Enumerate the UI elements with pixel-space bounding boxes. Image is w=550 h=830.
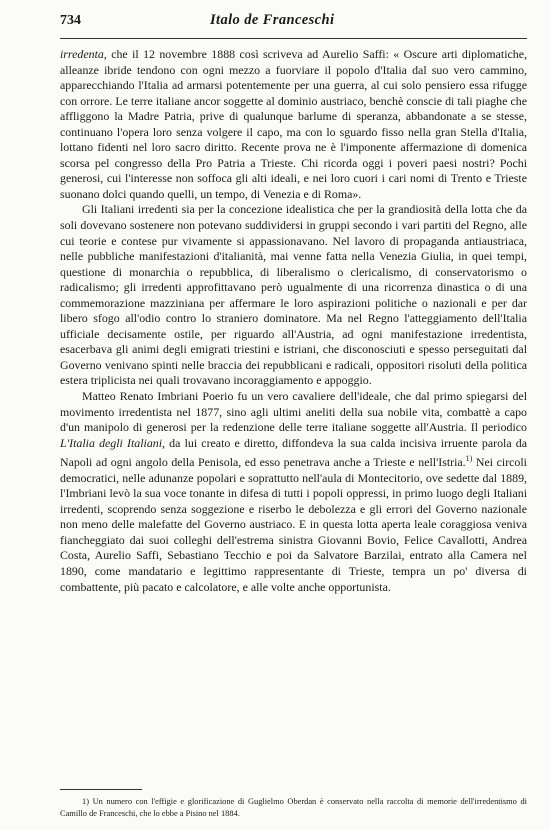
paragraph-2 [60,202,527,389]
running-title: Italo de Franceschi [210,12,335,28]
footnote-divider [60,789,142,790]
footnote-reference: 1) [465,454,473,464]
paragraph-text: Nei circoli democratici, nelle adunanze popolari e soprattutto nell'aula di Montecitorio, ove sedette dal 1889, l'Imbriani levò la sua voce tonante in difesa di tutti i popoli oppressi, in primo luogo degli Italiani irredenti, scoprendo senza soggezione e riserbo le debolezza e gli errori del Governo nazionale non meno delle malefatte del Governo austriaco. E in questa lotta aperta leale coraggiosa veniva fiancheggiato dai suoi colleghi dell'estrema sinistra Giovanni Bovio, Felice Cavallotti, Andrea Costa, Aurelio Saffi, Sebastiano Tecchio e poi da Salvatore Barzilai, entrato alla Camera nel 1890, come mandatario e legittimo rappresentante di Trieste, tempra un po' diversa di combattente, più pacato e calcolatore, e alle volte anche opportunista. [60,455,527,594]
paragraph-1 [60,47,527,202]
body-text [60,47,527,595]
paragraph-3 [60,389,527,595]
page-number: 734 [60,13,81,28]
footnote [60,796,527,820]
paragraph-text: che il 12 novembre 1888 così scriveva ad Aurelio Saffi: « Oscure arti diplomatiche, alleanze ibride tendono con ogni mezzo a fuorviare il popolo d'Italia dal suo vero cammino, apparecchiando l'Italia ad armarsi potentemente per una guerra, al cui solo pensiero essa rifugge con orrore. Le terre italiane ancor soggette al dominio austriaco, benchè conscie di tali piaghe che affliggono la Madre Patria, prive di qualunque barlume di speranza, abbandonate a se stesse, continuano l'opera loro senza volgere il capo, ma con lo sguardo fisso nella gran Stella d'Italia, lottano fidenti nel loro sacro diritto. Recente prova ne è l'imponente affermazione di domenica scorsa pel congresso della Pro Patria a Trieste. Chi ricorda oggi i poveri paesi nostri? Pochi generosi, cui l'interesse non soffoca gli alti ideali, e nei loro cuori i cari nomi di Trento e Trieste suonano dolci quando quelli, un tempo, di Venezia e di Roma». [60,47,527,201]
periodical-title: L'Italia degli Italiani, [60,435,166,450]
paragraph-text: da lui creato e diretto, diffondeva la sua calda incisiva irruente parola da Napoli ad ogni angolo della Penisola, ed esso penetrava anche a Trieste e nell'Istria. [60,435,527,470]
footnote-body [60,796,527,820]
italic-lead-word: irredenta, [60,47,107,61]
footnote-marker: 1) [82,797,89,806]
footnote-text: Un numero con l'effigie e glorificazione di Guglielmo Oberdan è conservato nella raccolta di memorie dell'irredentismo di Camillo de Franceschi, che lo ebbe a Pisino nel 1884. [60,797,527,818]
paragraph-text: Matteo Renato Imbriani Poerio fu un vero cavaliere dell'ideale, che dal primo spiegarsi del movimento irredentista nel 1877, sino agli ultimi aneliti della sua nobile vita, combattè a capo d'un manipolo di generosi per la redenzione delle terre italiane soggette all'Austria. Il periodico [60,389,527,435]
page-header [60,12,527,39]
paragraph-text: Gli Italiani irredenti sia per la concezione idealistica che per la grandiosità della lotta che da soli dovevano sostenere non potevano suddividersi in gruppi secondo i vari partiti del Regno, alle cui teorie e contese pur vivamente si appassionavano. Nel lavoro di propaganda antiaustriaca, nelle pubbliche manifestazioni d'italianità, mai venne fatta nella Venezia Giulia, in quei tempi, questione di monarchia o repubblica, di liberalismo o clericalismo, di conservatorismo o radicalismo; gli irredenti approfittavano però ugualmente di una ricorrenza dinastica o di una commemorazione mazziniana per affermare le loro aspirazioni politiche o nazionali e per dar libero sfogo all'odio contro lo straniero dominatore. Ma nel Regno l'atteggiamento dell'Italia ufficiale decisamente ostile, per riguardo all'Austria, ad ogni manifestazione irredentista, esacerbava gli animi degli emigrati triestini e istriani, che disconosciuti e spesso perseguitati dal Governo venivano spinti nelle braccia dei repubblicani e radicali, oppositori risoluti della politica estera triplicista nei quali trovavano incoraggiamento e appoggio. [60,202,527,388]
